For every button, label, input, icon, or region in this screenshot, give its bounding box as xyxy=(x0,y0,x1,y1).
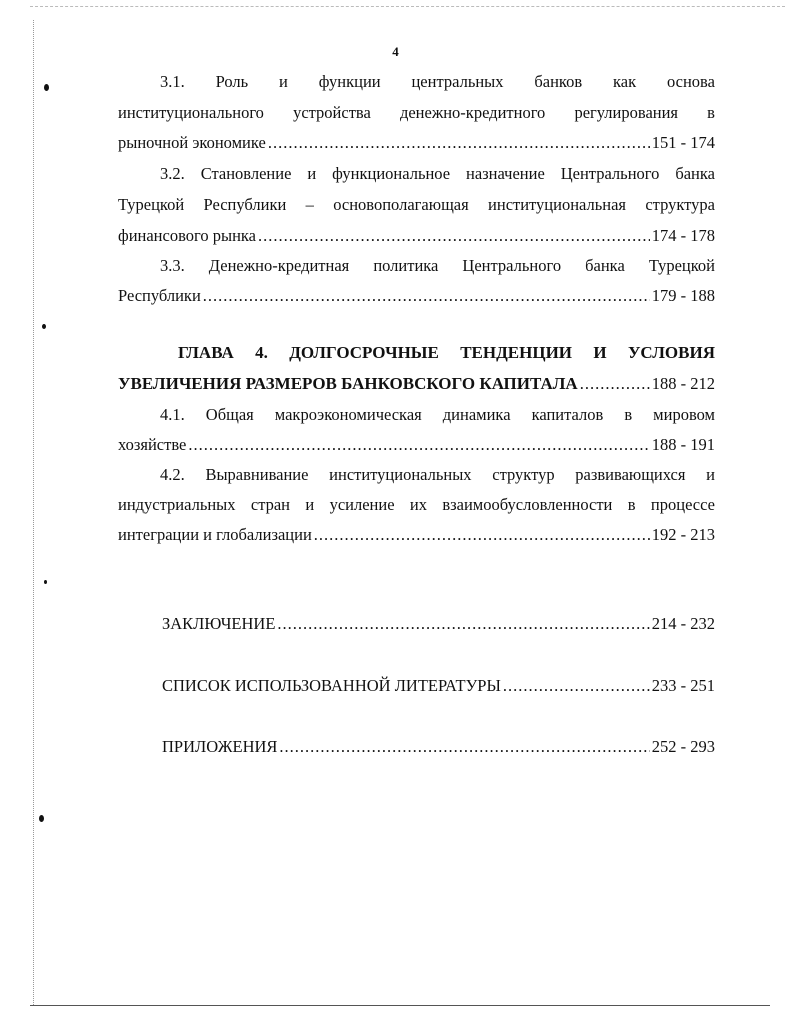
toc-entry-title: Республики xyxy=(118,286,201,305)
toc-4-1-line-1: 4.1. Общая макроэкономическая динамика капиталов в мировом xyxy=(160,405,715,424)
toc-3-2-line-3[interactable] xyxy=(118,226,715,246)
toc-conclusion[interactable] xyxy=(162,614,715,634)
punch-hole-mark xyxy=(42,324,46,329)
chapter-4-heading-line-1: ГЛАВА 4. ДОЛГОСРОЧНЫЕ ТЕНДЕНЦИИ И УСЛОВИЯ xyxy=(178,343,715,362)
toc-page-range: 188 - 191 xyxy=(651,435,715,454)
punch-hole-mark xyxy=(39,815,44,822)
toc-4-2-line-2: индустриальных стран и усиление их взаимообусловленности в процессе xyxy=(118,495,715,514)
toc-entry-title: интеграции и глобализации xyxy=(118,525,312,544)
punch-hole-mark xyxy=(44,84,49,91)
toc-appendices[interactable] xyxy=(162,737,715,757)
scan-edge-bottom xyxy=(30,1005,770,1006)
toc-page-range: 174 - 178 xyxy=(651,226,715,245)
toc-3-2-line-1: 3.2. Становление и функциональное назначение Центрального банка xyxy=(160,164,715,183)
toc-3-1-line-3[interactable] xyxy=(118,133,715,153)
toc-4-1-line-2[interactable] xyxy=(118,435,715,455)
toc-entry-title: рыночной экономике xyxy=(118,133,266,152)
toc-page-range: 233 - 251 xyxy=(651,676,715,695)
toc-3-3-line-2[interactable] xyxy=(118,286,715,306)
punch-hole-mark xyxy=(44,580,47,584)
chapter-4-heading-line-2[interactable] xyxy=(118,374,715,394)
toc-entry-title: хозяйстве xyxy=(118,435,187,454)
toc-page-range: 179 - 188 xyxy=(651,286,715,305)
toc-entry-title: ПРИЛОЖЕНИЯ xyxy=(162,737,278,756)
toc-page-range: 151 - 174 xyxy=(651,133,715,152)
toc-3-1-line-2: институционального устройства денежно-кредитного регулирования в xyxy=(118,103,715,122)
scan-edge-top xyxy=(30,6,785,7)
toc-entry-title: ЗАКЛЮЧЕНИЕ xyxy=(162,614,276,633)
toc-entry-title: УВЕЛИЧЕНИЯ РАЗМЕРОВ БАНКОВСКОГО КАПИТАЛА xyxy=(118,374,578,393)
toc-page-range: 192 - 213 xyxy=(651,525,715,544)
toc-page-range: 214 - 232 xyxy=(651,614,715,633)
toc-bibliography[interactable] xyxy=(162,676,715,696)
toc-entry-title: СПИСОК ИСПОЛЬЗОВАННОЙ ЛИТЕРАТУРЫ xyxy=(162,676,501,695)
scan-edge-left xyxy=(33,20,34,1005)
toc-4-2-line-3[interactable] xyxy=(118,525,715,545)
toc-3-3-line-1: 3.3. Денежно-кредитная политика Центрального банка Турецкой xyxy=(160,256,715,275)
toc-page-range: 252 - 293 xyxy=(651,737,715,756)
toc-4-2-line-1: 4.2. Выравнивание институциональных структур развивающихся и xyxy=(160,465,715,484)
toc-3-1-line-1: 3.1. Роль и функции центральных банков как основа xyxy=(160,72,715,91)
toc-3-2-line-2: Турецкой Республики – основополагающая институциональная структура xyxy=(118,195,715,214)
toc-page-range: 188 - 212 xyxy=(651,374,715,393)
page-number: 4 xyxy=(392,44,399,59)
toc-entry-title: финансового рынка xyxy=(118,226,256,245)
